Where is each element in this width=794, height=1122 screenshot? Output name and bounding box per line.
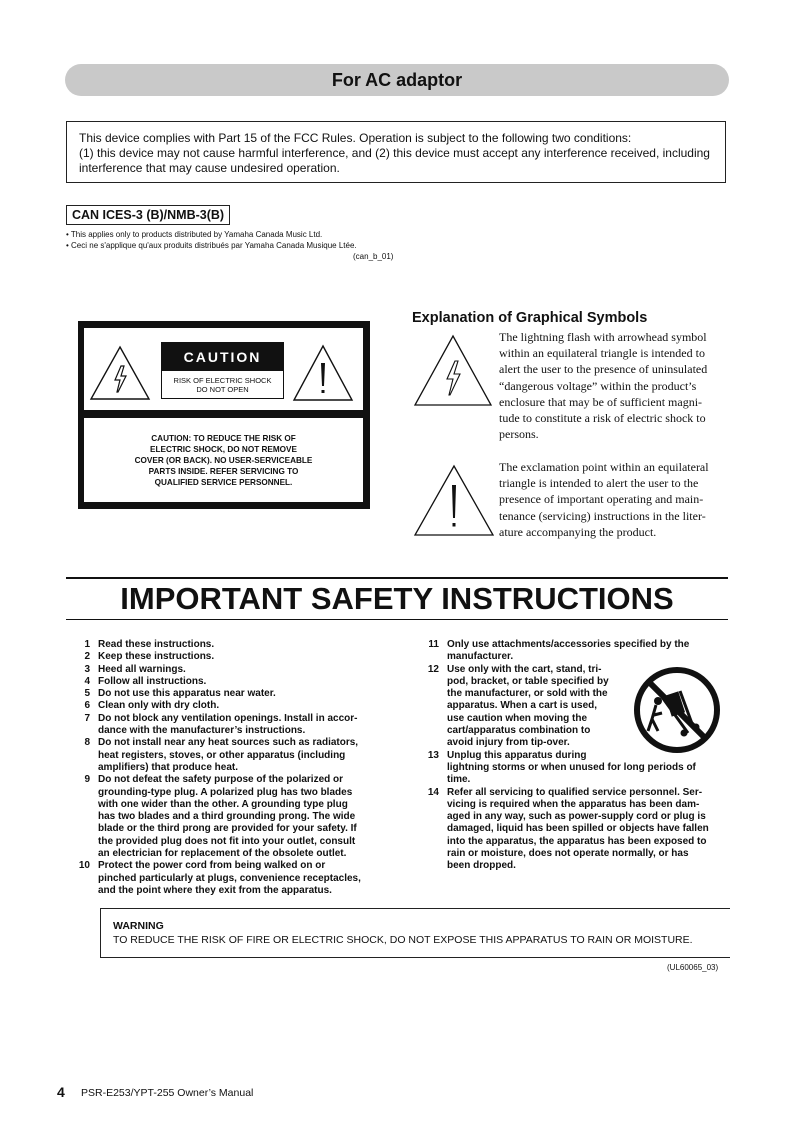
instruction-line: has two blades and a third grounding prong. The wide <box>98 811 356 823</box>
instruction-line: heat registers, stoves, or other apparatus (including <box>98 749 346 761</box>
instruction-line: grounding-type plug. A polarized plug has two blades <box>98 786 353 798</box>
instruction-number: 12 <box>427 663 439 675</box>
text-line: persons. <box>499 427 539 442</box>
page-number: 4 <box>57 1084 65 1100</box>
instruction-line: Do not use this apparatus near water. <box>98 688 276 700</box>
instruction-text <box>447 787 709 873</box>
text-line: presence of important operating and main- <box>499 492 704 507</box>
instruction-line: Do not block any ventilation openings. Install in accor- <box>98 712 358 724</box>
title-rule-bottom <box>66 619 728 620</box>
instruction-item <box>421 750 729 787</box>
instruction-text <box>447 750 696 787</box>
instruction-item <box>72 860 384 897</box>
instruction-line: into the apparatus, the apparatus has been exposed to <box>447 835 707 847</box>
instruction-number: 7 <box>84 712 90 724</box>
fcc-notice-box <box>66 121 726 183</box>
instruction-line: aged in any way, such as power-supply cord or plug is <box>447 811 706 823</box>
instruction-number: 4 <box>84 675 90 687</box>
fcc-line: (1) this device may not cause harmful interference, and (2) this device must accept any interference received, including <box>79 146 710 160</box>
instruction-number: 11 <box>428 639 439 650</box>
text-line: triangle is intended to alert the user to the <box>499 476 699 491</box>
cart-warning-icon <box>632 667 722 753</box>
instruction-line: damaged, liquid has been spilled or objects have fallen <box>447 823 709 835</box>
instruction-line: the manufacturer, or sold with the <box>447 688 608 700</box>
ices-note-en: • This applies only to products distributed by Yamaha Canada Music Ltd. <box>66 230 323 239</box>
section-header: For AC adaptor <box>65 64 729 96</box>
instruction-line: use caution when moving the <box>447 712 588 724</box>
instruction-line: Follow all instructions. <box>98 675 207 687</box>
text-line: The exclamation point within an equilateral <box>499 460 709 474</box>
instruction-text <box>447 639 689 664</box>
safety-title: IMPORTANT SAFETY INSTRUCTIONS <box>120 581 674 616</box>
warning-title: WARNING <box>113 920 164 932</box>
instruction-line: Unplug this apparatus during <box>447 749 587 761</box>
instruction-line: pod, bracket, or table specified by <box>447 675 609 687</box>
instruction-item <box>72 639 384 651</box>
instruction-line: Protect the power cord from being walked on or <box>98 860 326 872</box>
instruction-text <box>98 737 358 774</box>
instruction-item <box>72 774 384 860</box>
instruction-line: dance with the manufacturer’s instructions. <box>98 725 306 737</box>
text-line: The lightning flash with arrowhead symbol <box>499 330 707 344</box>
instruction-number: 2 <box>84 651 90 663</box>
instruction-text <box>98 676 206 688</box>
caution-text-line: CAUTION: TO REDUCE THE RISK OF <box>151 434 296 443</box>
instruction-line: blade or the third prong are provided for your safety. If <box>98 823 357 835</box>
title-rule-top <box>66 577 728 579</box>
warning-box <box>100 908 730 958</box>
instruction-item <box>72 688 384 700</box>
instruction-line: Use only with the cart, stand, tri- <box>447 663 602 675</box>
instruction-line: Clean only with dry cloth. <box>98 700 220 712</box>
caution-text-panel <box>84 418 363 502</box>
instruction-line: manufacturer. <box>447 651 514 663</box>
instruction-text <box>98 688 276 700</box>
instruction-text <box>98 639 214 651</box>
instruction-line: Refer all servicing to qualified service personnel. Ser- <box>447 786 703 798</box>
text-line: tude to constitute a risk of electric shock to <box>499 411 706 426</box>
fcc-line: This device complies with Part 15 of the FCC Rules. Operation is subject to the following two conditions: <box>79 131 632 145</box>
lightning-triangle-icon <box>88 344 152 402</box>
instruction-item <box>72 713 384 738</box>
lightning-explanation <box>499 329 727 442</box>
instruction-item <box>72 676 384 688</box>
instruction-line: been dropped. <box>447 860 516 872</box>
instruction-text <box>98 774 357 860</box>
instructions-left-column <box>72 639 384 897</box>
text-line: alert the user to the presence of uninsulated <box>499 362 708 377</box>
instruction-item <box>72 700 384 712</box>
instruction-line: cart/apparatus combination to <box>447 725 591 737</box>
instruction-line: and the point where they exit from the apparatus. <box>98 884 332 896</box>
explanation-title: Explanation of Graphical Symbols <box>412 310 648 326</box>
caution-text-line: COVER (OR BACK). NO USER-SERVICEABLE <box>134 456 313 465</box>
instruction-line: Heed all warnings. <box>98 663 186 675</box>
instruction-line: with one wider than the other. A grounding type plug <box>98 798 348 810</box>
instruction-line: lightning storms or when unused for long periods of <box>447 761 696 773</box>
instruction-text <box>98 860 361 897</box>
instruction-item <box>72 651 384 663</box>
instruction-text <box>98 664 186 676</box>
instruction-text <box>447 664 609 750</box>
instruction-line: amplifiers) that produce heat. <box>98 761 239 773</box>
caution-sub-line: DO NOT OPEN <box>196 385 249 394</box>
caution-text-line: ELECTRIC SHOCK, DO NOT REMOVE <box>150 445 297 454</box>
instruction-number: 14 <box>427 786 439 798</box>
text-line: enclosure that may be of sufficient magni- <box>499 394 703 409</box>
exclamation-triangle-icon <box>291 343 355 403</box>
text-line: tenance (servicing) instructions in the liter- <box>499 508 706 523</box>
instruction-number: 8 <box>84 737 90 749</box>
caution-subtext <box>162 376 283 394</box>
instruction-line: Read these instructions. <box>98 639 215 650</box>
caution-text-line: QUALIFIED SERVICE PERSONNEL. <box>154 478 293 487</box>
instruction-line: avoid injury from tip-over. <box>447 737 570 749</box>
instruction-item <box>421 787 729 873</box>
instruction-number: 10 <box>78 860 90 872</box>
instruction-text <box>98 651 214 663</box>
instruction-number: 1 <box>84 639 90 650</box>
instruction-number: 9 <box>84 774 90 786</box>
text-line: “dangerous voltage” within the product’s <box>499 378 697 393</box>
warning-code: (UL60065_03) <box>667 963 719 972</box>
exclamation-triangle-icon <box>412 463 496 539</box>
caution-text-line: PARTS INSIDE. REFER SERVICING TO <box>148 467 299 476</box>
instruction-item <box>72 664 384 676</box>
instruction-line: rain or moisture, does not operate normally, or has <box>447 848 689 860</box>
instruction-number: 3 <box>84 663 90 675</box>
ices-code: (can_b_01) <box>353 252 394 261</box>
instruction-line: Do not install near any heat sources such as radiators, <box>98 737 359 749</box>
instruction-number: 13 <box>427 749 439 761</box>
instruction-item <box>72 737 384 774</box>
caution-word: CAUTION <box>162 343 283 371</box>
instruction-item <box>421 639 729 664</box>
fcc-line: interference that may cause undesired operation. <box>79 161 340 175</box>
warning-text: TO REDUCE THE RISK OF FIRE OR ELECTRIC SHOCK, DO NOT EXPOSE THIS APPARATUS TO RAIN OR MOISTURE. <box>113 934 693 946</box>
instruction-line: pinched particularly at plugs, convenience receptacles, <box>98 872 361 884</box>
instruction-text <box>98 713 357 738</box>
instruction-number: 5 <box>84 688 90 700</box>
instruction-line: Do not defeat the safety purpose of the polarized or <box>98 774 344 786</box>
lightning-triangle-icon <box>412 333 494 409</box>
exclamation-explanation <box>499 459 727 540</box>
text-line: within an equilateral triangle is intended to <box>499 346 705 361</box>
instruction-line: apparatus. When a cart is used, <box>447 700 598 712</box>
instruction-line: Only use attachments/accessories specified by the <box>447 639 690 650</box>
instruction-text <box>98 700 219 712</box>
instruction-line: an electrician for replacement of the obsolete outlet. <box>98 848 347 860</box>
instruction-line: time. <box>447 774 471 786</box>
instruction-line: the provided plug does not fit into your outlet, consult <box>98 835 356 847</box>
instruction-number: 6 <box>84 700 90 712</box>
caution-sub-line: RISK OF ELECTRIC SHOCK <box>173 376 272 385</box>
manual-title: PSR-E253/YPT-255 Owner’s Manual <box>81 1087 254 1099</box>
text-line: ature accompanying the product. <box>499 524 657 539</box>
ices-label: CAN ICES-3 (B)/NMB-3(B) <box>66 205 230 225</box>
instruction-line: Keep these instructions. <box>98 651 215 663</box>
instruction-line: vicing is required when the apparatus has been dam- <box>447 798 700 810</box>
ices-note-fr: • Ceci ne s'applique qu'aux produits distribués par Yamaha Canada Musique Ltée. <box>66 241 357 250</box>
